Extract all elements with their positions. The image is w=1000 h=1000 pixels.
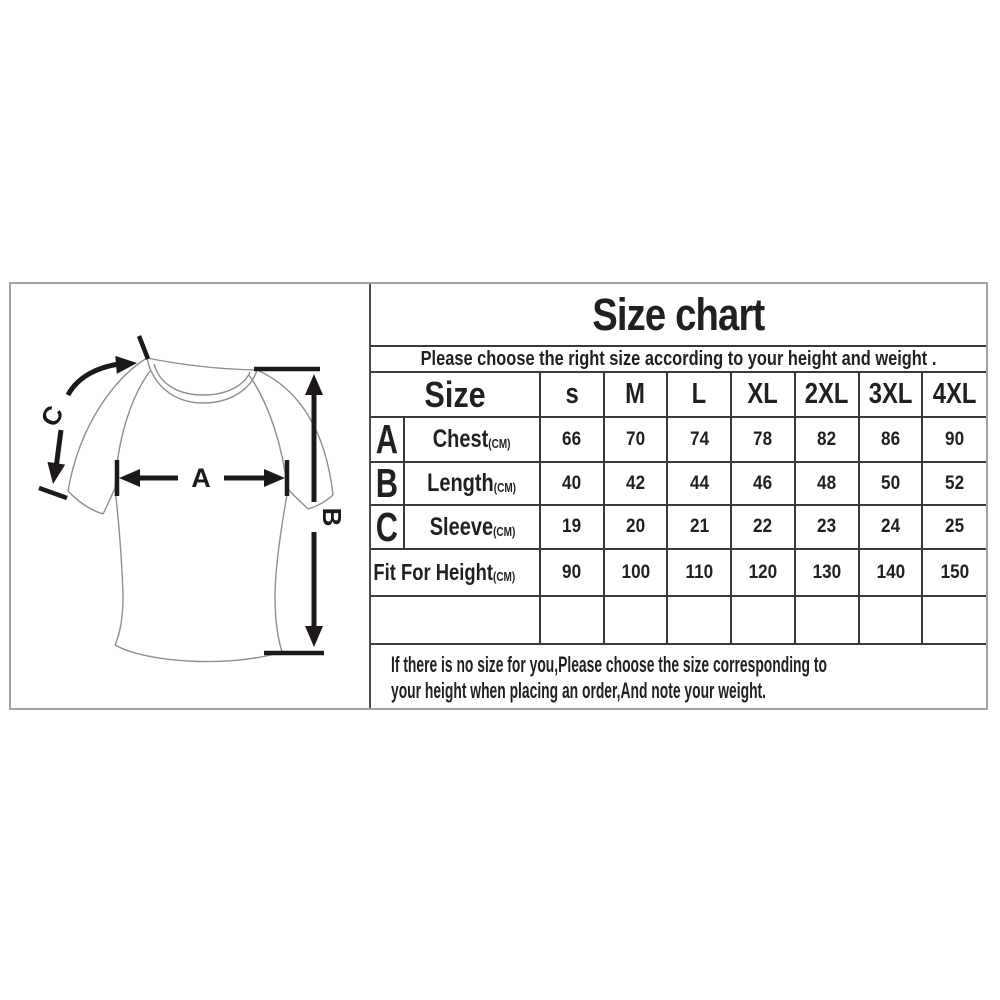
empty-cell xyxy=(731,596,795,643)
subtitle-row xyxy=(371,347,986,373)
size-value-cell: 44 xyxy=(667,462,731,505)
size-value-cell: 100 xyxy=(604,549,668,596)
size-chart-panel xyxy=(9,282,988,710)
size-value-cell: 70 xyxy=(604,417,668,462)
size-value-cell: 19 xyxy=(540,505,604,549)
size-header-row xyxy=(371,373,986,417)
footer-line-1: If there is no size for you,Please choose the size corresponding to xyxy=(391,652,827,677)
tshirt-outline xyxy=(68,358,333,662)
size-value-cell: 90 xyxy=(540,549,604,596)
size-value-cell: 140 xyxy=(859,549,923,596)
empty-row xyxy=(371,596,986,643)
size-value-cell: 74 xyxy=(667,417,731,462)
size-value-cell: 78 xyxy=(731,417,795,462)
title-row xyxy=(371,284,986,347)
size-header-cell xyxy=(371,373,540,417)
size-table xyxy=(371,373,986,643)
measurement-label-cell: Sleeve(CM) xyxy=(404,505,540,549)
size-value-cell: 48 xyxy=(795,462,859,505)
size-value-cell: 110 xyxy=(667,549,731,596)
size-column-header: L xyxy=(667,373,731,417)
empty-cell xyxy=(922,596,986,643)
subtitle-text: Please choose the right size according to your height and weight . xyxy=(420,347,937,370)
size-value-cell: 150 xyxy=(922,549,986,596)
measurement-label-cell: Chest(CM) xyxy=(404,417,540,462)
measurement-label-cell: Fit For Height(CM) xyxy=(371,549,540,596)
size-value-cell: 82 xyxy=(795,417,859,462)
measurement-b-label: B xyxy=(317,507,347,527)
tshirt-diagram xyxy=(11,284,369,708)
page-title: Size chart xyxy=(592,288,765,340)
size-value-cell: 25 xyxy=(922,505,986,549)
empty-cell xyxy=(859,596,923,643)
size-column-header: XL xyxy=(731,373,795,417)
dimension-letter-cell: C xyxy=(371,505,404,549)
size-value-cell: 20 xyxy=(604,505,668,549)
empty-cell xyxy=(604,596,668,643)
size-value-cell: 86 xyxy=(859,417,923,462)
table-row xyxy=(371,417,986,462)
measurement-a-label: A xyxy=(191,463,211,493)
table-row xyxy=(371,505,986,549)
size-value-cell: 42 xyxy=(604,462,668,505)
size-table-body xyxy=(371,373,986,643)
size-header-label: Size xyxy=(424,373,486,415)
table-row xyxy=(371,549,986,596)
tshirt-diagram-svg xyxy=(11,284,369,708)
size-table-section xyxy=(369,284,986,708)
size-value-cell: 52 xyxy=(922,462,986,505)
size-column-header: s xyxy=(540,373,604,417)
dimension-letter-cell: B xyxy=(371,462,404,505)
size-value-cell: 24 xyxy=(859,505,923,549)
measurement-c-label: C xyxy=(34,400,70,432)
measurement-label-cell: Length(CM) xyxy=(404,462,540,505)
size-value-cell: 90 xyxy=(922,417,986,462)
footer-note xyxy=(371,643,986,708)
size-value-cell: 50 xyxy=(859,462,923,505)
size-value-cell: 21 xyxy=(667,505,731,549)
measurement-a-arrow xyxy=(117,460,287,496)
size-value-cell: 120 xyxy=(731,549,795,596)
empty-cell xyxy=(667,596,731,643)
size-value-cell: 46 xyxy=(731,462,795,505)
size-column-header: 3XL xyxy=(859,373,923,417)
size-value-cell: 130 xyxy=(795,549,859,596)
size-value-cell: 66 xyxy=(540,417,604,462)
size-value-cell: 22 xyxy=(731,505,795,549)
size-column-header: 4XL xyxy=(922,373,986,417)
size-value-cell: 23 xyxy=(795,505,859,549)
size-column-header: M xyxy=(604,373,668,417)
footer-line-2: your height when placing an order,And note your weight. xyxy=(391,678,767,703)
empty-cell xyxy=(795,596,859,643)
empty-cell xyxy=(371,596,540,643)
table-row xyxy=(371,462,986,505)
size-value-cell: 40 xyxy=(540,462,604,505)
empty-cell xyxy=(540,596,604,643)
dimension-letter-cell: A xyxy=(371,417,404,462)
size-column-header: 2XL xyxy=(795,373,859,417)
